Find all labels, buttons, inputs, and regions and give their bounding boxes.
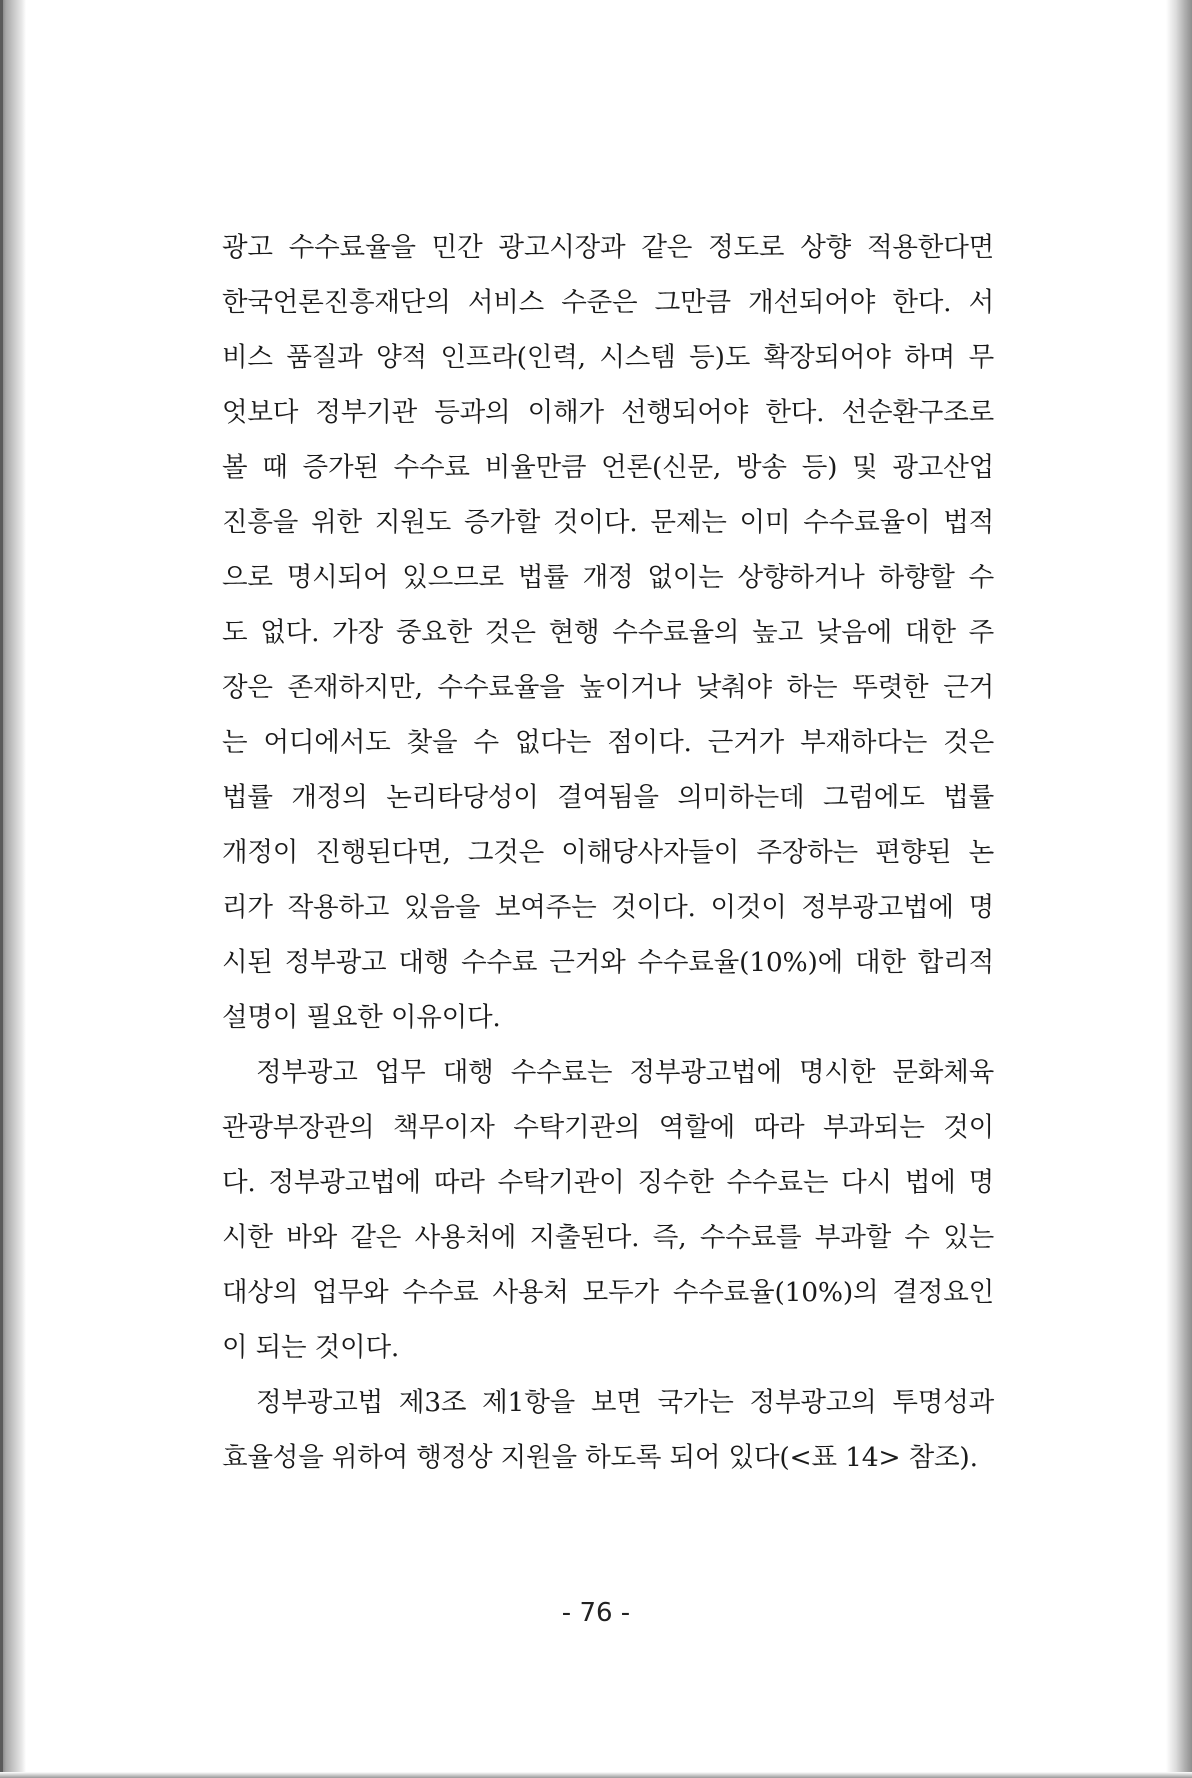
paragraph <box>222 220 994 1045</box>
text-line: 법률 개정의 논리타당성이 결여됨을 의미하는데 그럼에도 법률 <box>222 782 994 813</box>
text-line: 효율성을 위하여 행정상 지원을 하도록 되어 있다(<표 14> 참조). <box>222 1442 978 1473</box>
page-bottom-edge <box>0 1772 1192 1778</box>
page-left-edge-shadow <box>0 0 26 1778</box>
text-line: 진흥을 위한 지원도 증가할 것이다. 문제는 이미 수수료율이 법적 <box>222 507 994 538</box>
text-line: 으로 명시되어 있으므로 법률 개정 없이는 상향하거나 하향할 수 <box>222 562 994 593</box>
text-line: 정부광고 업무 대행 수수료는 정부광고법에 명시한 문화체육 <box>256 1057 994 1088</box>
body-text <box>222 220 994 1485</box>
text-line: 설명이 필요한 이유이다. <box>222 1002 501 1033</box>
text-line: 이 되는 것이다. <box>222 1332 400 1363</box>
text-line: 장은 존재하지만, 수수료율을 높이거나 낮춰야 하는 뚜렷한 근거 <box>222 672 994 703</box>
page-number: - 76 - <box>561 1598 631 1628</box>
paragraph <box>222 1375 994 1485</box>
text-line: 는 어디에서도 찾을 수 없다는 점이다. 근거가 부재하다는 것은 <box>222 727 994 758</box>
text-line: 정부광고법 제3조 제1항을 보면 국가는 정부광고의 투명성과 <box>256 1387 994 1418</box>
text-line: 한국언론진흥재단의 서비스 수준은 그만큼 개선되어야 한다. 서 <box>222 287 994 318</box>
text-line: 다. 정부광고법에 따라 수탁기관이 징수한 수수료는 다시 법에 명 <box>222 1167 994 1198</box>
page-right-edge-shadow <box>1166 0 1192 1778</box>
text-line: 관광부장관의 책무이자 수탁기관의 역할에 따라 부과되는 것이 <box>222 1112 994 1143</box>
text-line: 시된 정부광고 대행 수수료 근거와 수수료율(10%)에 대한 합리적 <box>222 947 994 978</box>
text-line: 도 없다. 가장 중요한 것은 현행 수수료율의 높고 낮음에 대한 주 <box>222 617 994 648</box>
text-line: 볼 때 증가된 수수료 비율만큼 언론(신문, 방송 등) 및 광고산업 <box>222 452 994 483</box>
text-line: 리가 작용하고 있음을 보여주는 것이다. 이것이 정부광고법에 명 <box>222 892 994 923</box>
text-line: 대상의 업무와 수수료 사용처 모두가 수수료율(10%)의 결정요인 <box>222 1277 994 1308</box>
text-line: 광고 수수료율을 민간 광고시장과 같은 정도로 상향 적용한다면 <box>222 232 994 263</box>
text-line: 시한 바와 같은 사용처에 지출된다. 즉, 수수료를 부과할 수 있는 <box>222 1222 994 1253</box>
text-line: 개정이 진행된다면, 그것은 이해당사자들이 주장하는 편향된 논 <box>222 837 994 868</box>
paragraph <box>222 1045 994 1375</box>
text-line: 엇보다 정부기관 등과의 이해가 선행되어야 한다. 선순환구조로 <box>222 397 994 428</box>
text-line: 비스 품질과 양적 인프라(인력, 시스템 등)도 확장되어야 하며 무 <box>222 342 994 373</box>
